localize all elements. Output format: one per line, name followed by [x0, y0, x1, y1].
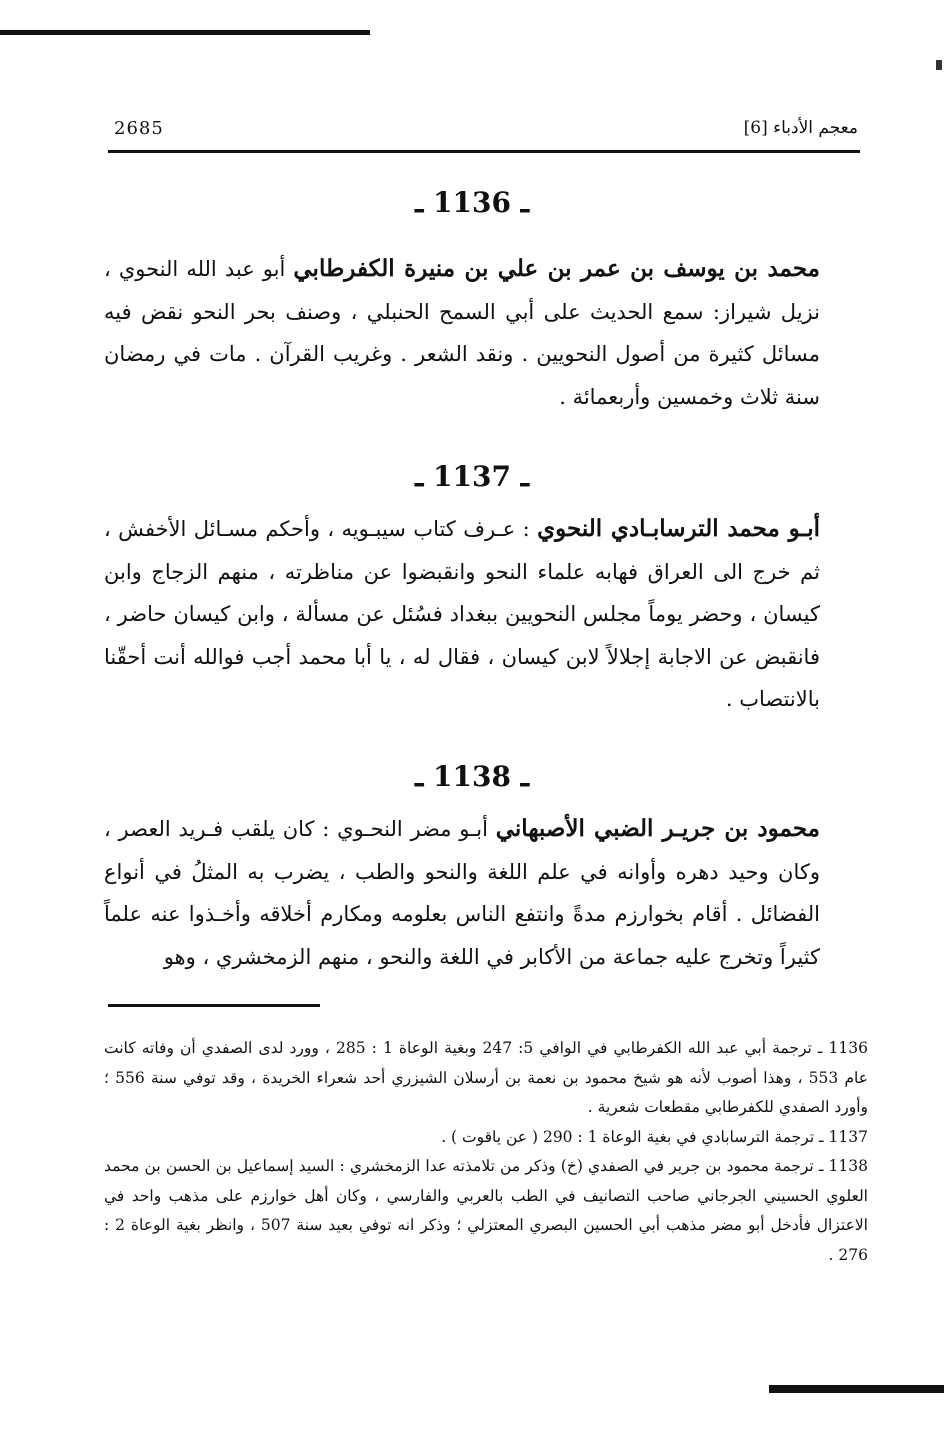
header-rule: [108, 150, 860, 153]
footnote-1136: [104, 1034, 868, 1123]
scan-mark: [936, 60, 942, 70]
entry-lead-name: أبـو محمد الترسابـادي النحوي: [537, 515, 820, 542]
footnote-text: ـ ترجمة محمود بن جرير في الصفدي (خ) وذكر من تلامذته عدا الزمخشري : السيد إسماعيل بن الحسن بن محمد العلوي الحسيني الجرجاني صاحب التصانيف في الطب بالعربي والفارسي ، وكان أهل خوارزم على مذهب واحد في الاعتزال فأدخل أبو مضر مذهب أبي الحسين البصري المعتزلي ؛ وذكر انه توفي بعيد سنة 507 ، وانظر بغية الوعاة 2 : 276 .: [104, 1157, 868, 1264]
footnote-text: ـ ترجمة أبي عبد الله الكفرطابي في الوافي 5: 247 وبغية الوعاة 1 : 285 ، وورد لدى الصفدي أن وفاته كانت عام 553 ، وهذا أصوب لأنه هو شيخ محمود بن نعمة بن أرسلان الشيزري أحد شعراء الخريدة ، وقد توفي سنة 556 ؛ وأورد الصفدي للكفرطابي مقطعات شعرية .: [104, 1039, 869, 1116]
entry-lead-name: محمد بن يوسف بن عمر بن علي بن منيرة الكفرطابي: [293, 255, 820, 282]
entry-number-1137: ـ 1137 ـ: [415, 460, 529, 493]
footnote-1138: [104, 1152, 868, 1270]
scan-edge-line-bottom: [769, 1385, 944, 1393]
entry-body-1138: [104, 808, 820, 978]
footnote-rule: [108, 1004, 320, 1007]
footnote-number: 1138: [828, 1157, 868, 1175]
entry-text: أبـو مضر النحـوي : كان يلقب فـريد العصر ، وكان وحيد دهره وأوانه في علم اللغة والنحو والطب ، يضرب به المثلُ في أنواع الفضائل . أقام بخوارزم مدةً وانتفع الناس بعلومه ومكارم أخلاقه وأخـذوا عنه علماً كثيراً وتخرج عليه جماعة من الأكابر في اللغة والنحو ، منهم الزمخشري ، وهو: [104, 817, 820, 969]
footnote-number: 1136: [828, 1039, 868, 1057]
entry-text: : عـرف كتاب سيبـويه ، وأحكم مسـائل الأخفش ، ثم خرج الى العراق فهابه علماء النحو وانقبضوا عن مناظرته ، منهم الزجاج وابن كيسان ، وحضر يوماً مجلس النحويين ببغداد فسُئل عن مسألة ، وابن كيسان حاضر ، فانقبض عن الاجابة إجلالاً لابن كيسان ، فقال له ، يا أبا محمد أجب فوالله أنت أحقّنا بالانتصاب .: [104, 517, 820, 711]
running-title: معجم الأدباء [6]: [743, 118, 858, 138]
footnote-text: ـ ترجمة الترسابادي في بغية الوعاة 1 : 290 ( عن ياقوت ) .: [441, 1127, 824, 1146]
entry-body-1137: [104, 508, 820, 721]
entry-number-1138: ـ 1138 ـ: [415, 760, 529, 793]
footnotes: [104, 1034, 868, 1270]
footnote-number: 1137: [828, 1127, 868, 1146]
running-head: [112, 116, 858, 146]
page-number: 2685: [114, 118, 164, 139]
entry-number-1136: ـ 1136 ـ: [415, 186, 529, 219]
footnote-1137: [104, 1123, 868, 1153]
entry-text: أبو عبد الله النحوي ، نزيل شيراز: سمع الحديث على أبي السمح الحنبلي ، وصنف بحر النحو نقض فيه مسائل كثيرة من أصول النحويين . ونقد الشعر . وغريب القرآن . مات في رمضان سنة ثلاث وخمسين وأربعمائة .: [104, 257, 820, 409]
entry-lead-name: محمود بن جريـر الضبي الأصبهاني: [495, 815, 820, 842]
scan-edge-line-top: [0, 30, 370, 35]
entry-body-1136: [104, 248, 820, 418]
